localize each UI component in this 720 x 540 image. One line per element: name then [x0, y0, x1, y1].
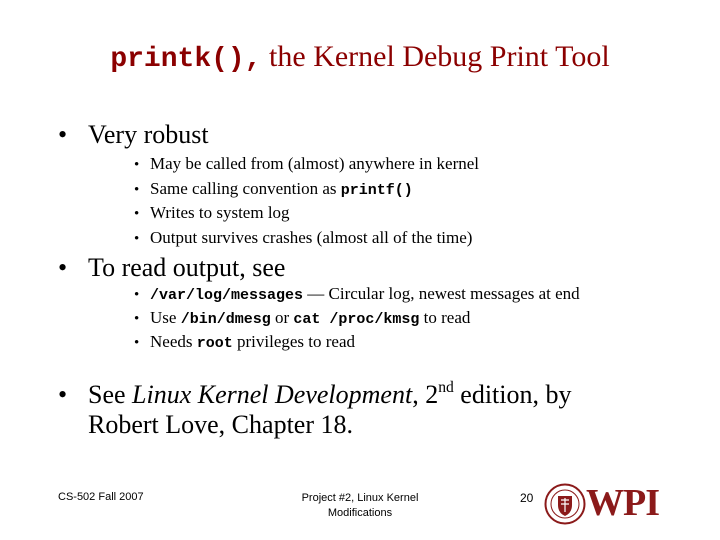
sub-bullet: [134, 284, 580, 304]
sub-bullet: [134, 332, 355, 352]
bullet-dot: •: [134, 182, 140, 198]
bullet-dot: •: [134, 335, 140, 351]
var-log-messages-code: /var/log/messages: [150, 287, 304, 304]
bullet-dot: •: [134, 157, 140, 173]
bullet-dot: •: [134, 311, 140, 327]
title-code: printk(),: [110, 44, 262, 75]
bullet-label: See: [88, 380, 133, 409]
sub-bullet-text: Writes to system log: [150, 203, 290, 222]
footer-course: CS-502 Fall 2007: [58, 491, 144, 503]
bullet-read-output: [58, 253, 285, 283]
bullet-very-robust: [58, 120, 209, 150]
sub-bullet: [134, 179, 413, 199]
bullet-label: To read output, see: [88, 253, 286, 282]
wpi-seal-icon: [544, 483, 586, 525]
printf-code: printf(): [340, 182, 413, 199]
sub-bullet-text: to read: [419, 308, 471, 327]
sub-bullet-text: — Circular log, newest messages at end: [303, 284, 580, 303]
sub-bullet-text: Same calling convention as: [150, 179, 341, 198]
sub-bullet: [134, 308, 470, 328]
bullet-label: , 2: [412, 380, 439, 409]
bullet-dot: •: [58, 380, 68, 409]
footer-project-line1: Project #2, Linux Kernel: [301, 492, 419, 504]
sub-bullet-text: May be called from (almost) anywhere in kernel: [150, 154, 480, 173]
wpi-logo-text: WPI: [586, 482, 659, 524]
bullet-label: edition, by: [453, 380, 572, 409]
slide-title: [0, 40, 720, 75]
bullet-see-book: [58, 380, 572, 410]
sub-bullet-text: Output survives crashes (almost all of the time): [150, 228, 473, 247]
title-text: the Kernel Debug Print Tool: [261, 40, 610, 73]
sub-bullet-text: Needs: [150, 332, 197, 351]
footer-project-line2: Modifications: [327, 507, 393, 519]
sub-bullet-text: privileges to read: [232, 332, 356, 351]
bullet-dot: •: [58, 120, 68, 149]
root-code: root: [196, 335, 233, 352]
bullet-dot: •: [58, 253, 68, 282]
bullet-dot: •: [134, 206, 140, 222]
bullet-label: Very robust: [88, 120, 209, 149]
bullet-dot: •: [134, 231, 140, 247]
sub-bullet-text: or: [270, 308, 294, 327]
sub-bullet: [134, 203, 290, 223]
book-title: Linux Kernel Development: [132, 380, 413, 409]
edition-suffix: nd: [438, 379, 454, 397]
bullet-dot: •: [134, 287, 140, 303]
sub-bullet: [134, 228, 472, 248]
bullet-see-book-line2: Robert Love, Chapter 18.: [88, 410, 353, 439]
sub-bullet: [134, 154, 479, 174]
cat-kmsg-code: cat /proc/kmsg: [293, 311, 420, 328]
page-number: 20: [520, 491, 534, 505]
sub-bullet-text: Use: [150, 308, 181, 327]
dmesg-code: /bin/dmesg: [180, 311, 271, 328]
footer-project: [280, 491, 440, 521]
